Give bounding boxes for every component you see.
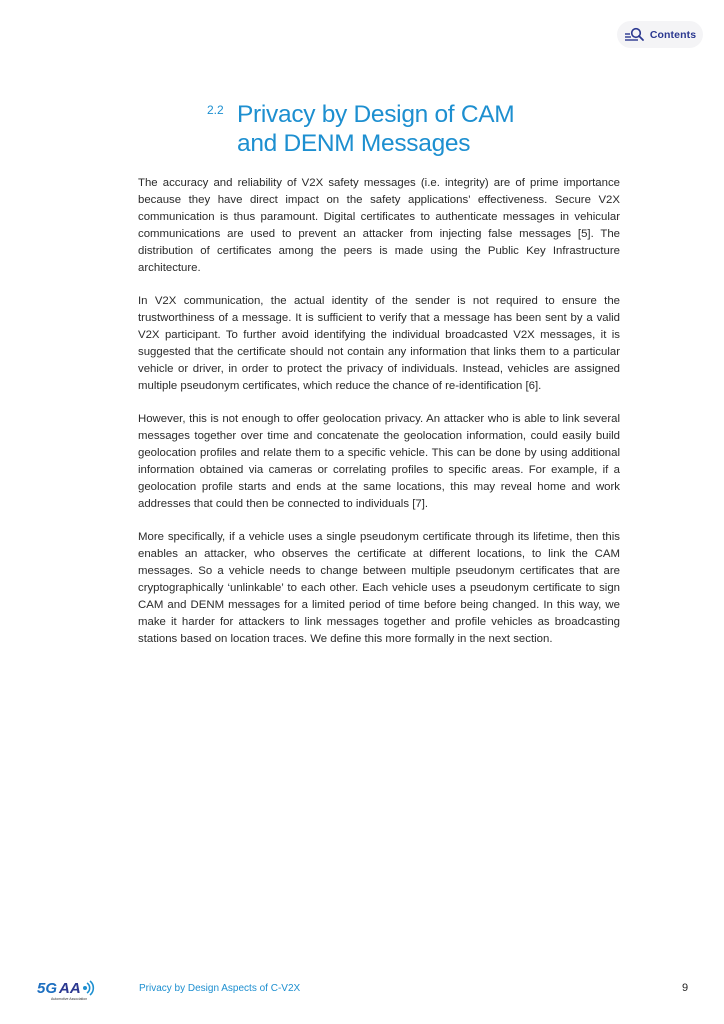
svg-text:AA: AA [59, 980, 81, 997]
svg-text:5G: 5G [37, 980, 58, 997]
footer-document-title: Privacy by Design Aspects of C-V2X [139, 983, 301, 994]
contents-label: Contents [649, 28, 697, 41]
logo-subtext: Automotive Association [51, 997, 88, 1001]
paragraph: In V2X communication, the actual identity of the sender is not required to ensure the trustworthiness of a message. It is sufficient to verify that a message has been sent by a valid V2X participant. To further avoid identifying the individual broadcasted V2X messages, it is suggested that the certificate should not contain any information that links them to a particular vehicle or driver, in order to protect the privacy of individuals. Instead, vehicles are assigned multiple pseudonym certificates, which reduce the chance of re-identification [6]. [138, 295, 620, 392]
section-number: 2.2 [207, 103, 224, 117]
paragraph: The accuracy and reliability of V2X safety messages (i.e. integrity) are of prime importance because they have direct impact on the safety applications’ effectiveness. Secure V2X communication is thus paramount. Digital certificates to authenticate messages in vehicular communications are used to prevent an attacker from injecting false messages [5]. The distribution of certificates among the peers is made using the Public Key Infrastructure architecture. [138, 177, 620, 274]
section-heading [207, 100, 557, 158]
paragraph: More specifically, if a vehicle uses a single pseudonym certificate through its lifetime, then this enables an attacker, who observes the certificate at different locations, to link the CAM messages. So a vehicle needs to change between multiple pseudonym certificates that are cryptographically ‘unlinkable’ to each other. Each vehicle uses a pseudonym certificate to sign CAM and DENM messages for a limited period of time before being changed. In this way, we make it harder for attackers to link messages together and profile vehicles as broadcasting stations based on location traces. We define this more formally in the next section. [138, 531, 620, 645]
5gaa-logo [37, 979, 101, 1003]
search-list-icon [624, 27, 646, 43]
section-title: Privacy by Design of CAM and DENM Messages [237, 101, 515, 157]
contents-button[interactable] [617, 21, 703, 48]
paragraph: However, this is not enough to offer geolocation privacy. An attacker who is able to link several messages together over time and concatenate the geolocation information, could easily build geolocation profiles and relate them to a specific vehicle. This can be done by using additional information obtained via cameras or correlating profiles to specific areas. For example, if a geolocation profile starts and ends at the same locations, this may reveal home and work addresses that could then be connected to individuals [7]. [138, 413, 620, 510]
body-text [138, 175, 620, 664]
page-number: 9 [682, 982, 689, 994]
